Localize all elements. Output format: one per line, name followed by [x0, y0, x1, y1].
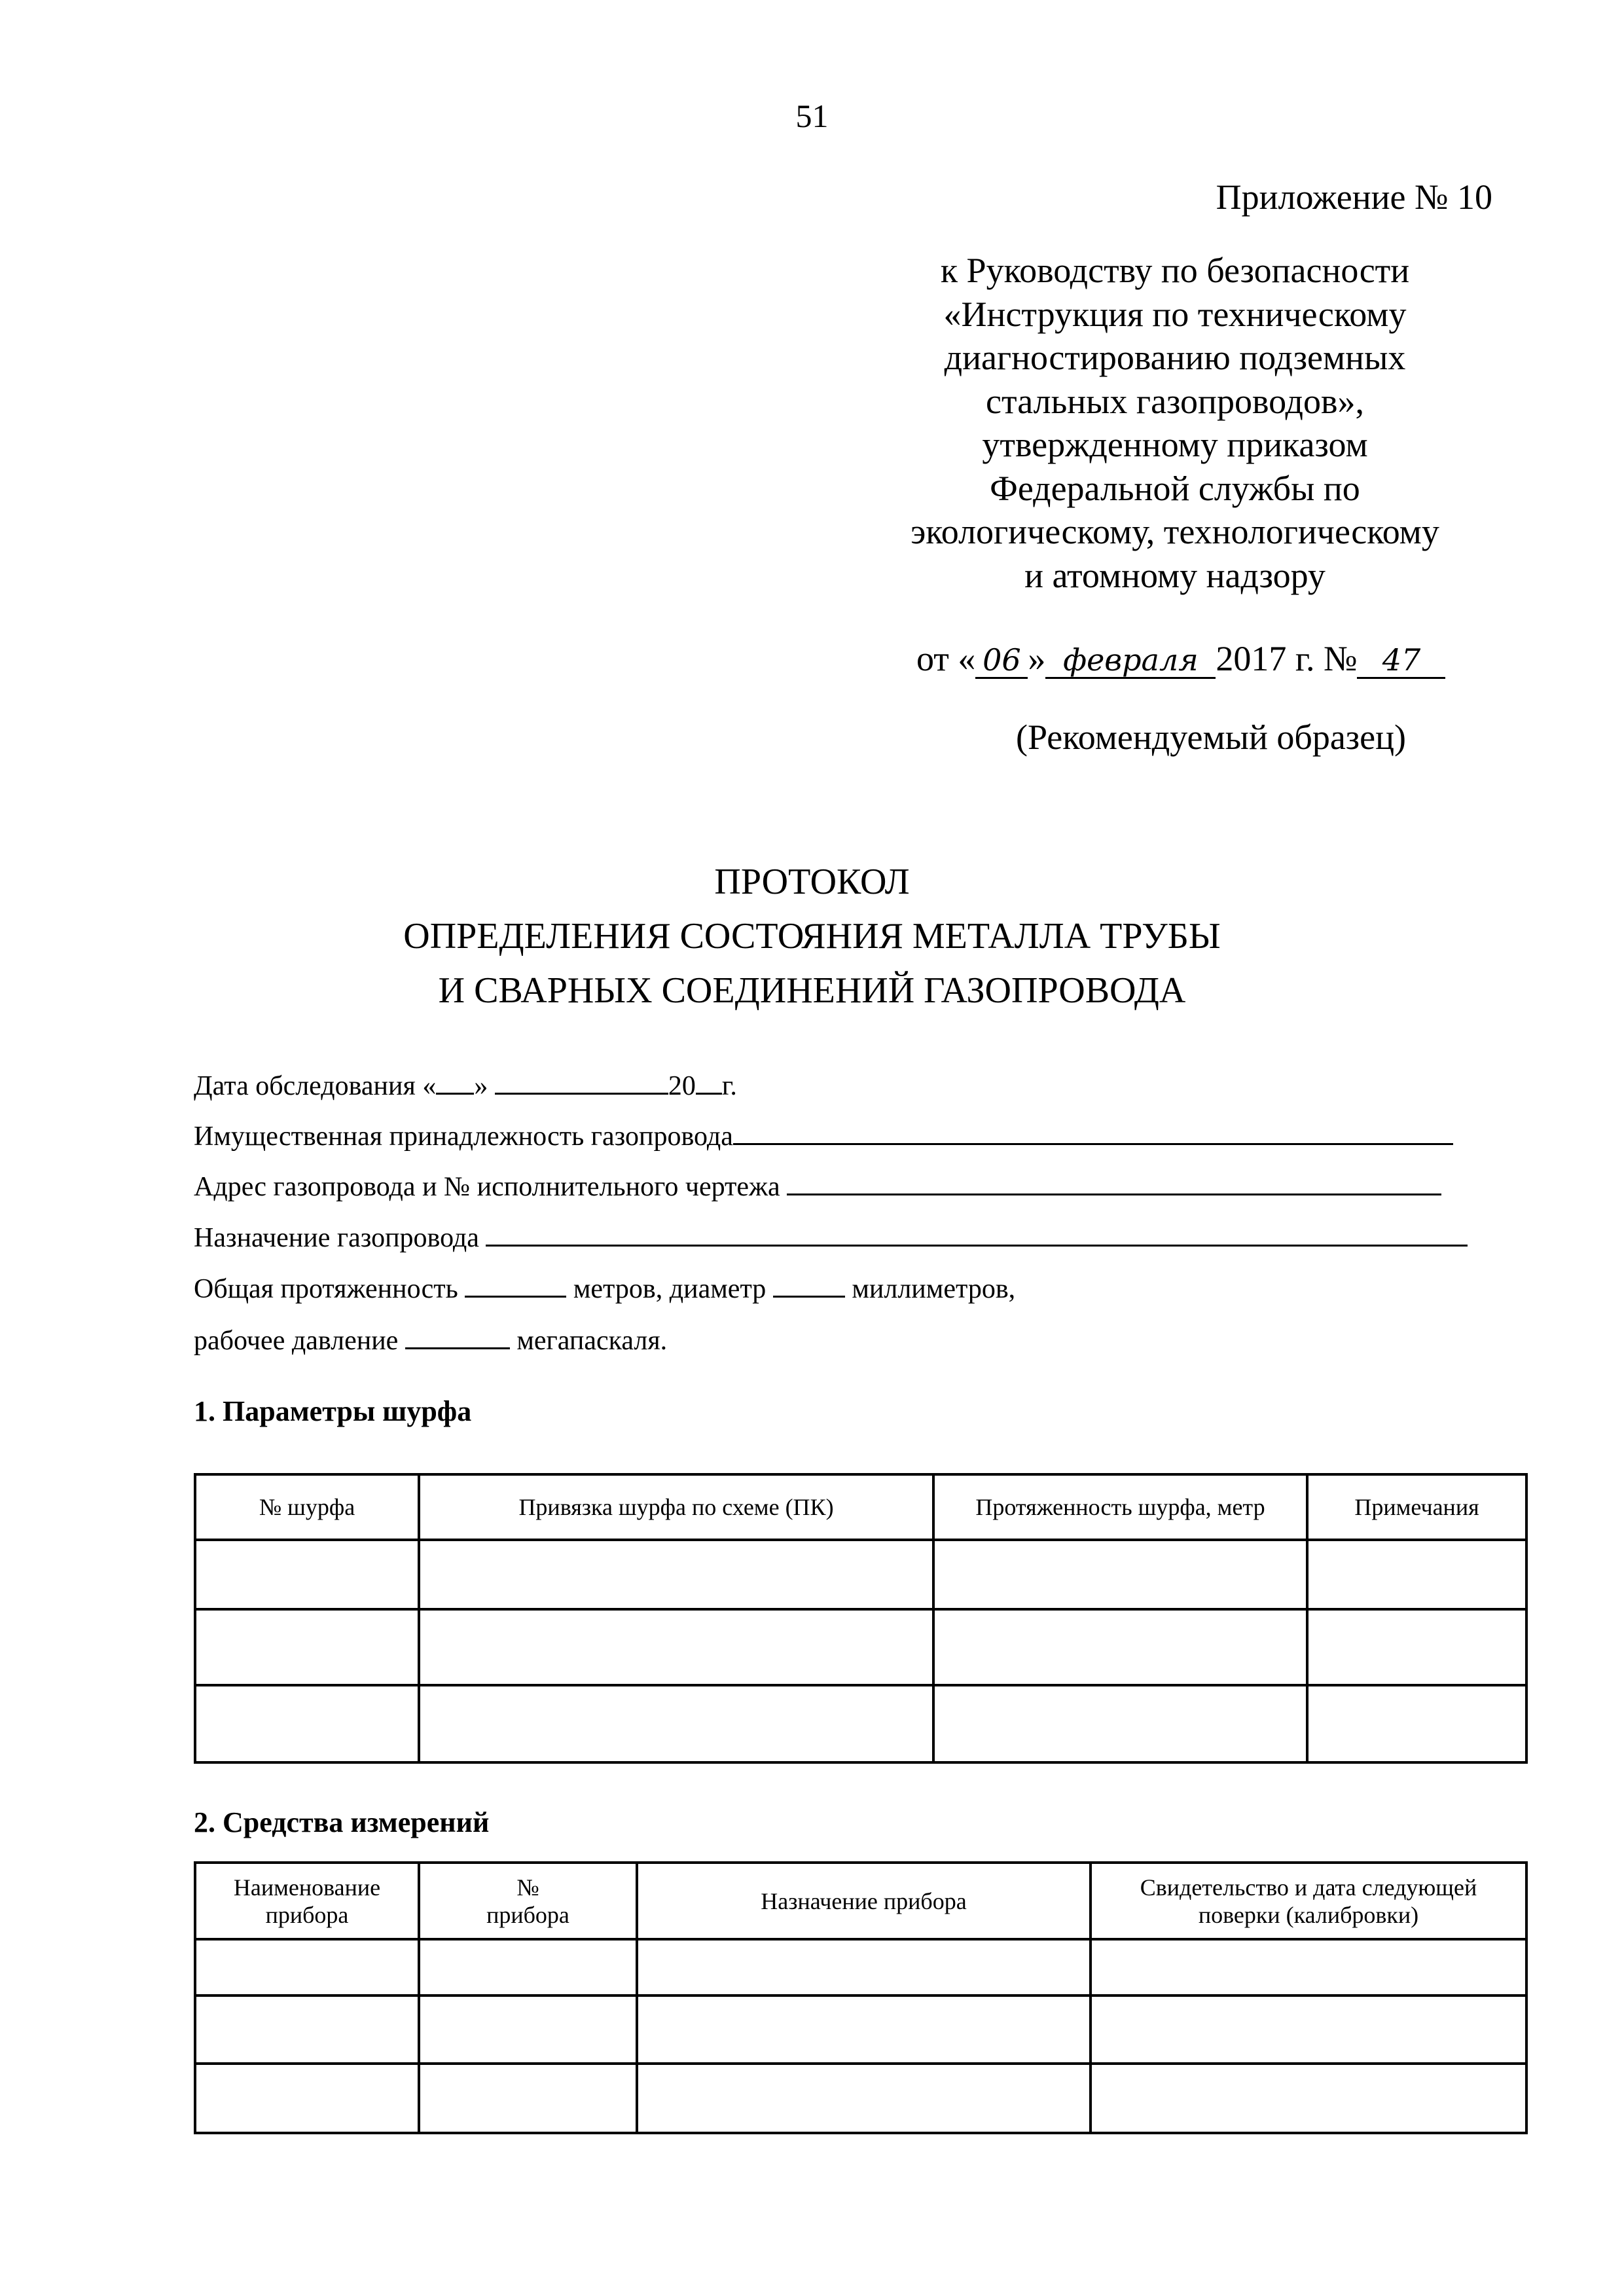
table-cell[interactable]	[419, 1685, 933, 1762]
table-cell[interactable]	[933, 1540, 1307, 1609]
ownership-label: Имущественная принадлежность газопровода	[194, 1121, 733, 1152]
annex-line: к Руководству по безопасности	[940, 251, 1410, 290]
survey-date-label: Дата обследования «	[194, 1071, 437, 1101]
annex-line: стальных газопроводов»,	[986, 381, 1364, 421]
doc-title-line-3: И СВАРНЫХ СОЕДИНЕНИЙ ГАЗОПРОВОДА	[438, 970, 1186, 1011]
column-header: Назначение прибора	[637, 1863, 1091, 1939]
column-header: Протяженность шурфа, метр	[933, 1474, 1307, 1540]
survey-date-quote: »	[474, 1071, 488, 1101]
order-day-handwritten: 06	[975, 644, 1028, 679]
table-cell[interactable]	[195, 1995, 419, 2064]
table-cell[interactable]	[419, 2064, 637, 2133]
recommended-sample: (Рекомендуемый образец)	[1016, 718, 1406, 757]
section-1-title: 1. Параметры шурфа	[194, 1395, 472, 1427]
order-year: 2017 г. №	[1216, 639, 1358, 678]
purpose-blank[interactable]	[486, 1239, 1468, 1247]
annex-line: диагностированию подземных	[944, 338, 1406, 377]
order-date-line	[916, 638, 1506, 679]
table-cell[interactable]	[1307, 1685, 1526, 1762]
table-cell[interactable]	[1307, 1609, 1526, 1685]
address-blank[interactable]	[787, 1188, 1441, 1195]
column-header: Свидетельство и дата следующей поверки (калибровки)	[1091, 1863, 1526, 1939]
survey-date-suffix: г.	[721, 1071, 737, 1101]
table-cell[interactable]	[637, 2064, 1091, 2133]
table-row	[195, 2064, 1526, 2133]
table-cell[interactable]	[195, 1939, 419, 1995]
pressure-blank[interactable]	[405, 1342, 510, 1349]
annex-line: экологическому, технологическому	[911, 512, 1439, 551]
table-cell[interactable]	[195, 1540, 419, 1609]
section-2-title: 2. Средства измерений	[194, 1806, 490, 1838]
table-cell[interactable]	[933, 1685, 1307, 1762]
ownership-field	[194, 1121, 1453, 1152]
length-blank[interactable]	[465, 1290, 566, 1298]
order-date-mid: »	[1028, 639, 1046, 678]
table-cell[interactable]	[1307, 1540, 1526, 1609]
survey-year-prefix: 20	[668, 1071, 696, 1101]
column-header: Наименование прибора	[195, 1863, 419, 1939]
table-cell[interactable]	[637, 1939, 1091, 1995]
order-date-prefix: от «	[916, 639, 976, 678]
table-cell[interactable]	[195, 1609, 419, 1685]
annex-line: утвержденному приказом	[982, 425, 1368, 464]
page-number: 51	[795, 98, 829, 134]
table-cell[interactable]	[933, 1609, 1307, 1685]
length-unit-diameter-label: метров, диаметр	[573, 1274, 767, 1304]
table-header-row	[195, 1863, 1526, 1939]
table-row	[195, 1995, 1526, 2064]
annex-line: Федеральной службы по	[990, 468, 1360, 508]
table-cell[interactable]	[419, 1609, 933, 1685]
table-row	[195, 1540, 1526, 1609]
survey-month-blank[interactable]	[495, 1087, 668, 1095]
table-header-row	[195, 1474, 1526, 1540]
table-cell[interactable]	[419, 1540, 933, 1609]
table-cell[interactable]	[419, 1995, 637, 2064]
table-cell[interactable]	[419, 1939, 637, 1995]
column-header: Примечания	[1307, 1474, 1526, 1540]
table-cell[interactable]	[1091, 1995, 1526, 2064]
measuring-instruments-table	[194, 1861, 1528, 2134]
table-cell[interactable]	[195, 1685, 419, 1762]
diameter-blank[interactable]	[773, 1290, 845, 1298]
annex-title: Приложение № 10	[1216, 177, 1492, 217]
ownership-blank[interactable]	[733, 1138, 1453, 1145]
table-row	[195, 1685, 1526, 1762]
pressure-unit: мегапаскаля.	[516, 1326, 668, 1356]
table-row	[195, 1609, 1526, 1685]
pit-parameters-table	[194, 1473, 1528, 1764]
table-cell[interactable]	[637, 1995, 1091, 2064]
doc-title-line-2: ОПРЕДЕЛЕНИЯ СОСТОЯНИЯ МЕТАЛЛА ТРУБЫ	[403, 916, 1221, 957]
table-cell[interactable]	[1091, 2064, 1526, 2133]
table-cell[interactable]	[195, 2064, 419, 2133]
pressure-label: рабочее давление	[194, 1326, 399, 1356]
pressure-field	[194, 1325, 667, 1357]
survey-date-field	[194, 1070, 737, 1102]
survey-year-blank[interactable]	[696, 1087, 722, 1095]
diameter-unit: миллиметров,	[852, 1274, 1016, 1304]
annex-line: «Инструкция по техническому	[943, 294, 1407, 334]
purpose-label: Назначение газопровода	[194, 1223, 479, 1253]
length-label: Общая протяженность	[194, 1274, 458, 1304]
address-label: Адрес газопровода и № исполнительного чертежа	[194, 1172, 780, 1202]
table-cell[interactable]	[1091, 1939, 1526, 1995]
table-row	[195, 1939, 1526, 1995]
length-field	[194, 1273, 1015, 1305]
column-header: № шурфа	[195, 1474, 419, 1540]
doc-title-line-1: ПРОТОКОЛ	[714, 862, 910, 902]
address-field	[194, 1171, 1441, 1203]
order-number-handwritten: 47	[1357, 644, 1445, 679]
annex-reference	[831, 249, 1519, 597]
survey-day-blank[interactable]	[436, 1087, 474, 1095]
column-header: Привязка шурфа по схеме (ПК)	[419, 1474, 933, 1540]
annex-line: и атомному надзору	[1024, 555, 1326, 595]
order-month-handwritten: февраля	[1045, 644, 1216, 679]
column-header: № прибора	[419, 1863, 637, 1939]
purpose-field	[194, 1222, 1468, 1254]
